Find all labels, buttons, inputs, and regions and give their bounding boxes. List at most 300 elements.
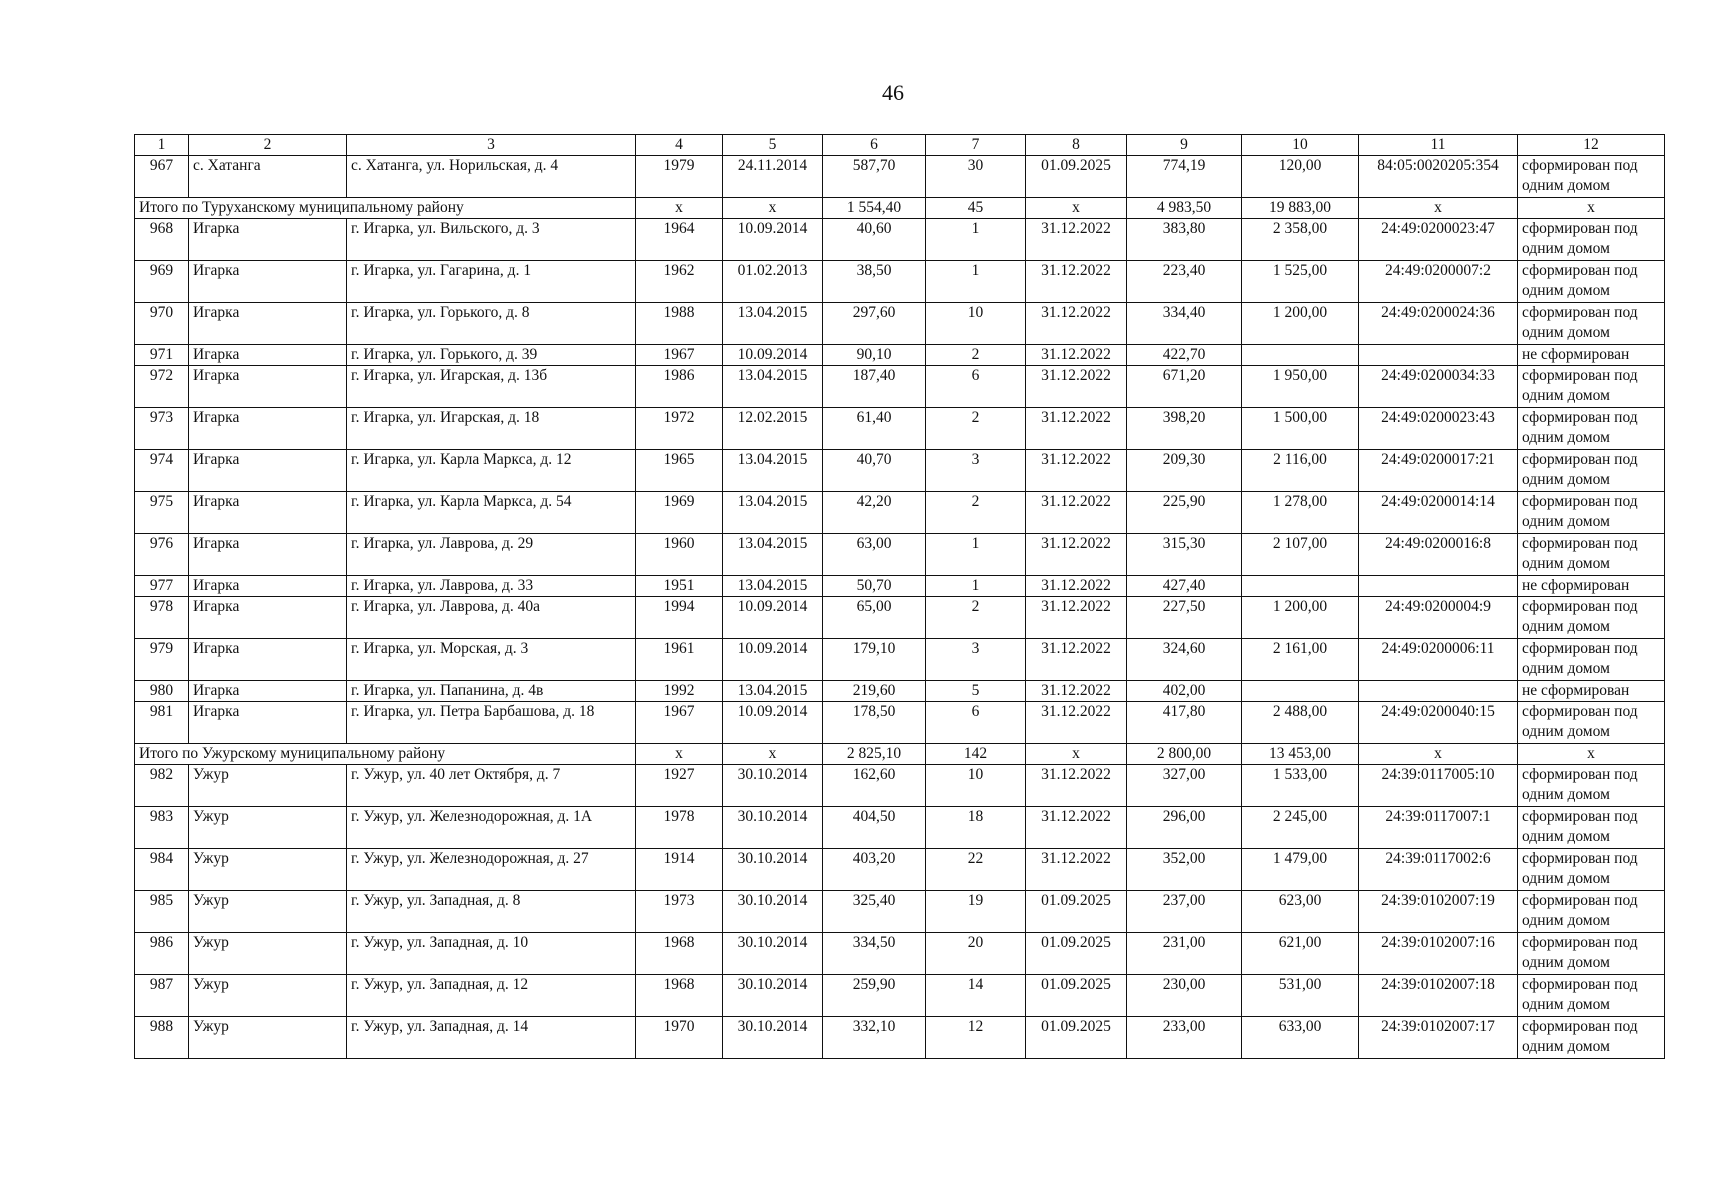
- row-number: 968: [135, 219, 189, 261]
- settlement-cell: Ужур: [189, 765, 347, 807]
- table-row: [135, 345, 1665, 366]
- table-row: [135, 849, 1665, 891]
- date-cell: 10.09.2014: [723, 639, 823, 681]
- row-number: 979: [135, 639, 189, 681]
- cadastral-number-cell: 24:49:0200017:21: [1359, 450, 1518, 492]
- year-cell: 1994: [636, 597, 723, 639]
- address-cell: г. Игарка, ул. Горького, д. 8: [347, 303, 636, 345]
- column-header: 2: [189, 135, 347, 156]
- land-area-cell: [1242, 681, 1359, 702]
- value-cell: 417,80: [1127, 702, 1242, 744]
- row-number: 980: [135, 681, 189, 702]
- residents-cell: 1: [926, 534, 1026, 576]
- year-cell: 1979: [636, 156, 723, 198]
- year-cell: 1968: [636, 975, 723, 1017]
- row-number: 967: [135, 156, 189, 198]
- residents-cell: 18: [926, 807, 1026, 849]
- row-number: 988: [135, 1017, 189, 1059]
- table-row: [135, 933, 1665, 975]
- land-area-cell: 19 883,00: [1242, 198, 1359, 219]
- value-cell: 227,50: [1127, 597, 1242, 639]
- address-cell: г. Ужур, ул. Западная, д. 14: [347, 1017, 636, 1059]
- cadastral-number-cell: 24:49:0200024:36: [1359, 303, 1518, 345]
- table-row: [135, 1017, 1665, 1059]
- value-cell: 383,80: [1127, 219, 1242, 261]
- settlement-cell: Игарка: [189, 492, 347, 534]
- address-cell: г. Игарка, ул. Петра Барбашова, д. 18: [347, 702, 636, 744]
- year-cell: 1968: [636, 933, 723, 975]
- cadastral-number-cell: 24:49:0200016:8: [1359, 534, 1518, 576]
- residents-cell: 6: [926, 702, 1026, 744]
- value-cell: 422,70: [1127, 345, 1242, 366]
- land-area-cell: 1 525,00: [1242, 261, 1359, 303]
- table-row: [135, 807, 1665, 849]
- settlement-cell: Игарка: [189, 261, 347, 303]
- deadline-cell: 01.09.2025: [1026, 975, 1127, 1017]
- value-cell: 398,20: [1127, 408, 1242, 450]
- value-cell: 671,20: [1127, 366, 1242, 408]
- residents-cell: 2: [926, 492, 1026, 534]
- table-row: [135, 450, 1665, 492]
- address-cell: г. Ужур, ул. Железнодорожная, д. 27: [347, 849, 636, 891]
- deadline-cell: 01.09.2025: [1026, 156, 1127, 198]
- status-cell: сформирован под одним домом: [1518, 303, 1665, 345]
- land-area-cell: 1 200,00: [1242, 303, 1359, 345]
- cadastral-number-cell: 24:49:0200006:11: [1359, 639, 1518, 681]
- status-cell: сформирован под одним домом: [1518, 450, 1665, 492]
- status-cell: сформирован под одним домом: [1518, 1017, 1665, 1059]
- land-area-cell: 1 200,00: [1242, 597, 1359, 639]
- deadline-cell: 31.12.2022: [1026, 261, 1127, 303]
- address-cell: г. Игарка, ул. Папанина, д. 4в: [347, 681, 636, 702]
- area-cell: 187,40: [823, 366, 926, 408]
- column-header: 3: [347, 135, 636, 156]
- settlement-cell: Ужур: [189, 1017, 347, 1059]
- cadastral-number-cell: 84:05:0020205:354: [1359, 156, 1518, 198]
- column-header: 7: [926, 135, 1026, 156]
- residents-cell: 142: [926, 744, 1026, 765]
- year-cell: 1964: [636, 219, 723, 261]
- table-row: [135, 366, 1665, 408]
- address-cell: г. Игарка, ул. Лаврова, д. 29: [347, 534, 636, 576]
- status-cell: сформирован под одним домом: [1518, 765, 1665, 807]
- settlement-cell: Ужур: [189, 975, 347, 1017]
- status-cell: сформирован под одним домом: [1518, 639, 1665, 681]
- table-row: [135, 408, 1665, 450]
- status-cell: сформирован под одним домом: [1518, 702, 1665, 744]
- residents-cell: 22: [926, 849, 1026, 891]
- cadastral-number-cell: x: [1359, 198, 1518, 219]
- address-cell: г. Игарка, ул. Карла Маркса, д. 54: [347, 492, 636, 534]
- date-cell: 12.02.2015: [723, 408, 823, 450]
- column-header: 4: [636, 135, 723, 156]
- residents-cell: 3: [926, 450, 1026, 492]
- value-cell: 223,40: [1127, 261, 1242, 303]
- residents-cell: 2: [926, 597, 1026, 639]
- date-cell: 30.10.2014: [723, 891, 823, 933]
- area-cell: 63,00: [823, 534, 926, 576]
- area-cell: 42,20: [823, 492, 926, 534]
- address-cell: г. Ужур, ул. 40 лет Октября, д. 7: [347, 765, 636, 807]
- status-cell: сформирован под одним домом: [1518, 975, 1665, 1017]
- land-area-cell: 2 488,00: [1242, 702, 1359, 744]
- column-header: 9: [1127, 135, 1242, 156]
- date-cell: 13.04.2015: [723, 303, 823, 345]
- residents-cell: 1: [926, 261, 1026, 303]
- year-cell: 1961: [636, 639, 723, 681]
- row-number: 969: [135, 261, 189, 303]
- settlement-cell: Игарка: [189, 597, 347, 639]
- land-area-cell: 2 358,00: [1242, 219, 1359, 261]
- date-cell: 10.09.2014: [723, 219, 823, 261]
- residents-cell: 2: [926, 408, 1026, 450]
- residents-cell: 30: [926, 156, 1026, 198]
- table-row: [135, 597, 1665, 639]
- status-cell: сформирован под одним домом: [1518, 807, 1665, 849]
- column-number-header: [135, 135, 1665, 156]
- year-cell: 1973: [636, 891, 723, 933]
- row-number: 983: [135, 807, 189, 849]
- value-cell: 427,40: [1127, 576, 1242, 597]
- status-cell: x: [1518, 198, 1665, 219]
- area-cell: 162,60: [823, 765, 926, 807]
- value-cell: 2 800,00: [1127, 744, 1242, 765]
- date-cell: 10.09.2014: [723, 345, 823, 366]
- cadastral-number-cell: 24:39:0102007:17: [1359, 1017, 1518, 1059]
- area-cell: 1 554,40: [823, 198, 926, 219]
- land-area-cell: 531,00: [1242, 975, 1359, 1017]
- cadastral-number-cell: 24:39:0102007:18: [1359, 975, 1518, 1017]
- cadastral-number-cell: [1359, 345, 1518, 366]
- residents-cell: 14: [926, 975, 1026, 1017]
- cadastral-number-cell: 24:39:0102007:16: [1359, 933, 1518, 975]
- area-cell: 325,40: [823, 891, 926, 933]
- status-cell: сформирован под одним домом: [1518, 891, 1665, 933]
- area-cell: 61,40: [823, 408, 926, 450]
- cadastral-number-cell: 24:39:0117005:10: [1359, 765, 1518, 807]
- deadline-cell: x: [1026, 744, 1127, 765]
- status-cell: сформирован под одним домом: [1518, 534, 1665, 576]
- status-cell: сформирован под одним домом: [1518, 219, 1665, 261]
- year-cell: x: [636, 744, 723, 765]
- area-cell: 219,60: [823, 681, 926, 702]
- row-number: 987: [135, 975, 189, 1017]
- deadline-cell: 31.12.2022: [1026, 492, 1127, 534]
- residents-cell: 20: [926, 933, 1026, 975]
- cadastral-number-cell: 24:49:0200007:2: [1359, 261, 1518, 303]
- land-area-cell: [1242, 345, 1359, 366]
- settlement-cell: с. Хатанга: [189, 156, 347, 198]
- housing-table: [134, 134, 1665, 1059]
- column-header: 10: [1242, 135, 1359, 156]
- deadline-cell: 31.12.2022: [1026, 807, 1127, 849]
- status-cell: сформирован под одним домом: [1518, 849, 1665, 891]
- status-cell: сформирован под одним домом: [1518, 597, 1665, 639]
- deadline-cell: 01.09.2025: [1026, 891, 1127, 933]
- deadline-cell: 31.12.2022: [1026, 597, 1127, 639]
- value-cell: 352,00: [1127, 849, 1242, 891]
- land-area-cell: 2 245,00: [1242, 807, 1359, 849]
- date-cell: 30.10.2014: [723, 849, 823, 891]
- year-cell: x: [636, 198, 723, 219]
- address-cell: г. Ужур, ул. Западная, д. 12: [347, 975, 636, 1017]
- table-row: [135, 765, 1665, 807]
- value-cell: 324,60: [1127, 639, 1242, 681]
- area-cell: 403,20: [823, 849, 926, 891]
- table-row: [135, 219, 1665, 261]
- deadline-cell: 31.12.2022: [1026, 849, 1127, 891]
- land-area-cell: 1 500,00: [1242, 408, 1359, 450]
- cadastral-number-cell: [1359, 681, 1518, 702]
- column-header: 1: [135, 135, 189, 156]
- deadline-cell: x: [1026, 198, 1127, 219]
- row-number: 984: [135, 849, 189, 891]
- date-cell: x: [723, 198, 823, 219]
- settlement-cell: Игарка: [189, 681, 347, 702]
- deadline-cell: 01.09.2025: [1026, 933, 1127, 975]
- address-cell: г. Игарка, ул. Карла Маркса, д. 12: [347, 450, 636, 492]
- total-label: Итого по Ужурскому муниципальному району: [135, 744, 636, 765]
- land-area-cell: 1 533,00: [1242, 765, 1359, 807]
- column-header: 11: [1359, 135, 1518, 156]
- deadline-cell: 31.12.2022: [1026, 366, 1127, 408]
- column-header: 6: [823, 135, 926, 156]
- deadline-cell: 31.12.2022: [1026, 345, 1127, 366]
- value-cell: 225,90: [1127, 492, 1242, 534]
- date-cell: 13.04.2015: [723, 534, 823, 576]
- date-cell: 30.10.2014: [723, 807, 823, 849]
- deadline-cell: 31.12.2022: [1026, 765, 1127, 807]
- year-cell: 1992: [636, 681, 723, 702]
- year-cell: 1967: [636, 345, 723, 366]
- date-cell: 13.04.2015: [723, 492, 823, 534]
- cadastral-number-cell: 24:39:0117007:1: [1359, 807, 1518, 849]
- table-row: [135, 891, 1665, 933]
- table-row: [135, 702, 1665, 744]
- deadline-cell: 01.09.2025: [1026, 1017, 1127, 1059]
- status-cell: сформирован под одним домом: [1518, 261, 1665, 303]
- address-cell: г. Игарка, ул. Горького, д. 39: [347, 345, 636, 366]
- land-area-cell: 2 107,00: [1242, 534, 1359, 576]
- area-cell: 50,70: [823, 576, 926, 597]
- table-row: [135, 303, 1665, 345]
- address-cell: г. Ужур, ул. Железнодорожная, д. 1А: [347, 807, 636, 849]
- value-cell: 402,00: [1127, 681, 1242, 702]
- row-number: 986: [135, 933, 189, 975]
- row-number: 971: [135, 345, 189, 366]
- year-cell: 1967: [636, 702, 723, 744]
- table-row: [135, 156, 1665, 198]
- settlement-cell: Ужур: [189, 807, 347, 849]
- residents-cell: 10: [926, 303, 1026, 345]
- land-area-cell: 633,00: [1242, 1017, 1359, 1059]
- row-number: 981: [135, 702, 189, 744]
- value-cell: 334,40: [1127, 303, 1242, 345]
- deadline-cell: 31.12.2022: [1026, 408, 1127, 450]
- row-number: 972: [135, 366, 189, 408]
- deadline-cell: 31.12.2022: [1026, 219, 1127, 261]
- table-body: [135, 135, 1665, 1059]
- cadastral-number-cell: 24:49:0200034:33: [1359, 366, 1518, 408]
- row-number: 985: [135, 891, 189, 933]
- residents-cell: 1: [926, 219, 1026, 261]
- land-area-cell: 623,00: [1242, 891, 1359, 933]
- date-cell: 13.04.2015: [723, 681, 823, 702]
- settlement-cell: Ужур: [189, 933, 347, 975]
- year-cell: 1970: [636, 1017, 723, 1059]
- cadastral-number-cell: 24:39:0117002:6: [1359, 849, 1518, 891]
- year-cell: 1927: [636, 765, 723, 807]
- settlement-cell: Игарка: [189, 576, 347, 597]
- area-cell: 178,50: [823, 702, 926, 744]
- land-area-cell: 621,00: [1242, 933, 1359, 975]
- residents-cell: 3: [926, 639, 1026, 681]
- address-cell: г. Игарка, ул. Гагарина, д. 1: [347, 261, 636, 303]
- residents-cell: 19: [926, 891, 1026, 933]
- land-area-cell: [1242, 576, 1359, 597]
- year-cell: 1960: [636, 534, 723, 576]
- row-number: 973: [135, 408, 189, 450]
- area-cell: 40,60: [823, 219, 926, 261]
- deadline-cell: 31.12.2022: [1026, 576, 1127, 597]
- residents-cell: 2: [926, 345, 1026, 366]
- address-cell: г. Игарка, ул. Игарская, д. 13б: [347, 366, 636, 408]
- cadastral-number-cell: x: [1359, 744, 1518, 765]
- table-row: [135, 534, 1665, 576]
- year-cell: 1914: [636, 849, 723, 891]
- row-number: 976: [135, 534, 189, 576]
- settlement-cell: Игарка: [189, 408, 347, 450]
- value-cell: 237,00: [1127, 891, 1242, 933]
- settlement-cell: Игарка: [189, 702, 347, 744]
- area-cell: 404,50: [823, 807, 926, 849]
- land-area-cell: 120,00: [1242, 156, 1359, 198]
- area-cell: 90,10: [823, 345, 926, 366]
- column-header: 5: [723, 135, 823, 156]
- land-area-cell: 13 453,00: [1242, 744, 1359, 765]
- value-cell: 231,00: [1127, 933, 1242, 975]
- address-cell: г. Игарка, ул. Лаврова, д. 33: [347, 576, 636, 597]
- area-cell: 259,90: [823, 975, 926, 1017]
- settlement-cell: Игарка: [189, 345, 347, 366]
- date-cell: 30.10.2014: [723, 765, 823, 807]
- row-number: 978: [135, 597, 189, 639]
- address-cell: г. Игарка, ул. Лаврова, д. 40а: [347, 597, 636, 639]
- status-cell: сформирован под одним домом: [1518, 156, 1665, 198]
- settlement-cell: Игарка: [189, 639, 347, 681]
- column-header: 12: [1518, 135, 1665, 156]
- date-cell: 13.04.2015: [723, 576, 823, 597]
- status-cell: не сформирован: [1518, 345, 1665, 366]
- area-cell: 334,50: [823, 933, 926, 975]
- deadline-cell: 31.12.2022: [1026, 681, 1127, 702]
- year-cell: 1969: [636, 492, 723, 534]
- settlement-cell: Игарка: [189, 450, 347, 492]
- row-number: 975: [135, 492, 189, 534]
- area-cell: 2 825,10: [823, 744, 926, 765]
- address-cell: г. Ужур, ул. Западная, д. 10: [347, 933, 636, 975]
- cadastral-number-cell: [1359, 576, 1518, 597]
- land-area-cell: 2 116,00: [1242, 450, 1359, 492]
- date-cell: 30.10.2014: [723, 975, 823, 1017]
- row-number: 974: [135, 450, 189, 492]
- land-area-cell: 1 278,00: [1242, 492, 1359, 534]
- residents-cell: 12: [926, 1017, 1026, 1059]
- address-cell: г. Ужур, ул. Западная, д. 8: [347, 891, 636, 933]
- date-cell: 13.04.2015: [723, 366, 823, 408]
- land-area-cell: 1 479,00: [1242, 849, 1359, 891]
- value-cell: 233,00: [1127, 1017, 1242, 1059]
- status-cell: сформирован под одним домом: [1518, 492, 1665, 534]
- year-cell: 1962: [636, 261, 723, 303]
- status-cell: x: [1518, 744, 1665, 765]
- area-cell: 40,70: [823, 450, 926, 492]
- date-cell: 10.09.2014: [723, 597, 823, 639]
- status-cell: сформирован под одним домом: [1518, 933, 1665, 975]
- table-row: [135, 639, 1665, 681]
- table-row: [135, 576, 1665, 597]
- deadline-cell: 31.12.2022: [1026, 303, 1127, 345]
- status-cell: сформирован под одним домом: [1518, 408, 1665, 450]
- row-number: 977: [135, 576, 189, 597]
- date-cell: x: [723, 744, 823, 765]
- date-cell: 30.10.2014: [723, 1017, 823, 1059]
- residents-cell: 45: [926, 198, 1026, 219]
- area-cell: 65,00: [823, 597, 926, 639]
- value-cell: 230,00: [1127, 975, 1242, 1017]
- settlement-cell: Игарка: [189, 219, 347, 261]
- table-row: [135, 681, 1665, 702]
- address-cell: г. Игарка, ул. Игарская, д. 18: [347, 408, 636, 450]
- district-total-row: [135, 198, 1665, 219]
- cadastral-number-cell: 24:49:0200023:43: [1359, 408, 1518, 450]
- cadastral-number-cell: 24:49:0200014:14: [1359, 492, 1518, 534]
- column-header: 8: [1026, 135, 1127, 156]
- status-cell: не сформирован: [1518, 681, 1665, 702]
- year-cell: 1986: [636, 366, 723, 408]
- date-cell: 24.11.2014: [723, 156, 823, 198]
- deadline-cell: 31.12.2022: [1026, 534, 1127, 576]
- value-cell: 774,19: [1127, 156, 1242, 198]
- table-row: [135, 492, 1665, 534]
- residents-cell: 6: [926, 366, 1026, 408]
- land-area-cell: 1 950,00: [1242, 366, 1359, 408]
- settlement-cell: Игарка: [189, 366, 347, 408]
- residents-cell: 10: [926, 765, 1026, 807]
- status-cell: не сформирован: [1518, 576, 1665, 597]
- date-cell: 13.04.2015: [723, 450, 823, 492]
- table-row: [135, 975, 1665, 1017]
- district-total-row: [135, 744, 1665, 765]
- cadastral-number-cell: 24:49:0200023:47: [1359, 219, 1518, 261]
- deadline-cell: 31.12.2022: [1026, 702, 1127, 744]
- address-cell: г. Игарка, ул. Вильского, д. 3: [347, 219, 636, 261]
- address-cell: г. Игарка, ул. Морская, д. 3: [347, 639, 636, 681]
- year-cell: 1972: [636, 408, 723, 450]
- row-number: 970: [135, 303, 189, 345]
- area-cell: 38,50: [823, 261, 926, 303]
- year-cell: 1965: [636, 450, 723, 492]
- page-number: 46: [882, 80, 904, 105]
- value-cell: 327,00: [1127, 765, 1242, 807]
- value-cell: 296,00: [1127, 807, 1242, 849]
- date-cell: 01.02.2013: [723, 261, 823, 303]
- table-row: [135, 261, 1665, 303]
- settlement-cell: Ужур: [189, 849, 347, 891]
- land-area-cell: 2 161,00: [1242, 639, 1359, 681]
- row-number: 982: [135, 765, 189, 807]
- area-cell: 332,10: [823, 1017, 926, 1059]
